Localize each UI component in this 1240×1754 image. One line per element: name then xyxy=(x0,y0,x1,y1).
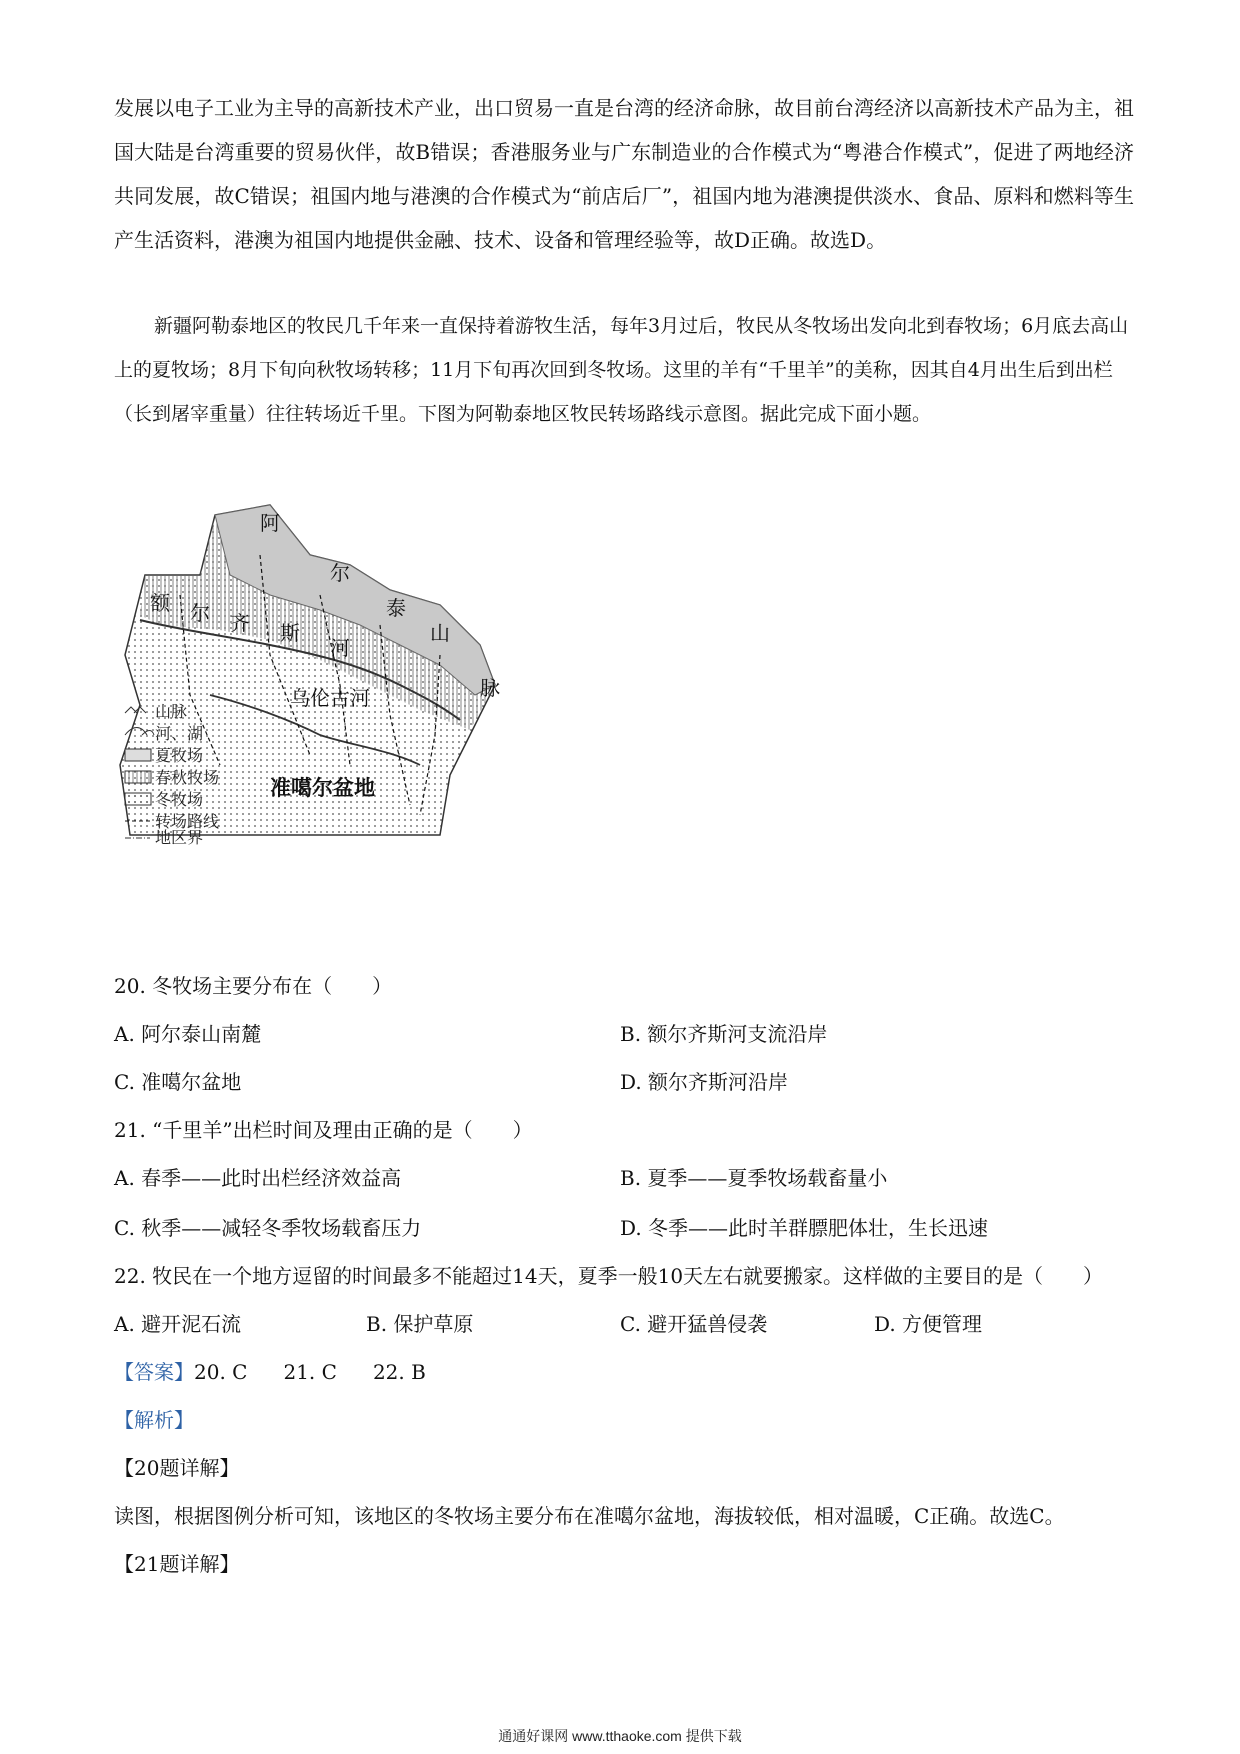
summer-pasture-swatch xyxy=(125,749,151,761)
question-20-option-c[interactable]: C. 准噶尔盆地 xyxy=(114,1070,242,1094)
legend-label-route: 转场路线 xyxy=(155,812,220,831)
map-label-irtysh-1: 额 xyxy=(150,591,170,615)
q20-detail-text: 读图，根据图例分析可知，该地区的冬牧场主要分布在准噶尔盆地，海拔较低，相对温暖，C正确。故选C。 xyxy=(114,1504,1065,1528)
q20-detail-title: 【20题详解】 xyxy=(114,1456,240,1480)
answer-21: 21. C xyxy=(283,1360,337,1384)
map-label-altai-4: 山 xyxy=(430,621,450,645)
map-label-altai-2: 尔 xyxy=(330,561,350,585)
winter-pasture-swatch xyxy=(125,793,151,805)
spring-autumn-pasture-swatch xyxy=(125,771,151,783)
question-21-option-a[interactable]: A. 春季——此时出栏经济效益高 xyxy=(114,1166,402,1190)
map-label-irtysh-2: 尔 xyxy=(190,601,210,625)
question-22-option-d[interactable]: D. 方便管理 xyxy=(874,1312,983,1336)
answer-line xyxy=(114,1356,426,1385)
question-22-stem: 22. 牧民在一个地方逗留的时间最多不能超过14天，夏季一般10天左右就要搬家。这样做的主要目的是（ ） xyxy=(114,1264,1104,1288)
map-label-altai-5: 脉 xyxy=(480,676,500,700)
legend-label-river-lake: 河、湖 xyxy=(155,724,204,743)
page-footer: 通通好课网 www.tthaoke.com 提供下载 xyxy=(498,1728,742,1744)
legend-label-boundary: 地区界 xyxy=(155,828,204,847)
question-20-stem: 20. 冬牧场主要分布在（ ） xyxy=(114,974,393,998)
answer-20: 20. C xyxy=(194,1360,248,1384)
question-21-option-b[interactable]: B. 夏季——夏季牧场载畜量小 xyxy=(620,1166,888,1190)
map-label-irtysh-3: 齐 xyxy=(230,611,250,635)
question-22-option-b[interactable]: B. 保护草原 xyxy=(366,1312,474,1336)
q21-detail-title: 【21题详解】 xyxy=(114,1552,240,1576)
question-22-option-c[interactable]: C. 避开猛兽侵袭 xyxy=(620,1312,768,1336)
map-label-basin: 准噶尔盆地 xyxy=(270,775,375,800)
question-20-option-b[interactable]: B. 额尔齐斯河支流沿岸 xyxy=(620,1022,828,1046)
question-21-option-d[interactable]: D. 冬季——此时羊群膘肥体壮，生长迅速 xyxy=(620,1216,989,1240)
answer-22: 22. B xyxy=(372,1360,426,1384)
legend-label-summer: 夏牧场 xyxy=(155,746,204,765)
question-context-paragraph: 新疆阿勒泰地区的牧民几千年来一直保持着游牧生活，每年3月过后，牧民从冬牧场出发向北到春牧场；6月底去高山上的夏牧场；8月下旬向秋牧场转移；11月下旬再次回到冬牧场。这里的羊有“千里羊”的美称，因其自4月出生后到出栏（长到屠宰重量）往往转场近千里。下图为阿勒泰地区牧民转场路线示意图。据此完成下面小题。 xyxy=(114,315,1129,425)
map-label-altai-1: 阿 xyxy=(260,511,280,535)
answer-tag: 【答案】 xyxy=(114,1360,194,1384)
question-20-option-d[interactable]: D. 额尔齐斯河沿岸 xyxy=(620,1070,789,1094)
map-label-ulungur: 乌伦古河 xyxy=(290,686,370,710)
map-label-irtysh-4: 斯 xyxy=(280,621,300,645)
analysis-tag: 【解析】 xyxy=(114,1408,194,1432)
question-22-option-a[interactable]: A. 避开泥石流 xyxy=(114,1312,242,1336)
legend-label-mountain: 山脉 xyxy=(155,702,188,721)
map-label-altai-3: 泰 xyxy=(386,596,406,620)
question-21-option-c[interactable]: C. 秋季——减轻冬季牧场载畜压力 xyxy=(114,1216,422,1240)
question-21-stem: 21. “千里羊”出栏时间及理由正确的是（ ） xyxy=(114,1118,533,1142)
legend-label-spring-autumn: 春秋牧场 xyxy=(155,768,220,787)
legend-label-winter: 冬牧场 xyxy=(155,790,204,809)
explanation-paragraph: 发展以电子工业为主导的高新技术产业，出口贸易一直是台湾的经济命脉，故目前台湾经济以高新技术产品为主，祖国大陆是台湾重要的贸易伙伴，故B错误；香港服务业与广东制造业的合作模式为“粤港合作模式”，促进了两地经济共同发展，故C错误；祖国内地与港澳的合作模式为“前店后厂”，祖国内地为港澳提供淡水、食品、原料和燃料等生产生活资料，港澳为祖国内地提供金融、技术、设备和管理经验等，故D正确。故选D。 xyxy=(114,96,1134,252)
map-label-irtysh-5: 河 xyxy=(330,636,350,660)
altay-pasture-map xyxy=(120,511,520,847)
legend-item-mountain xyxy=(125,702,187,721)
question-20-option-a[interactable]: A. 阿尔泰山南麓 xyxy=(114,1022,262,1046)
